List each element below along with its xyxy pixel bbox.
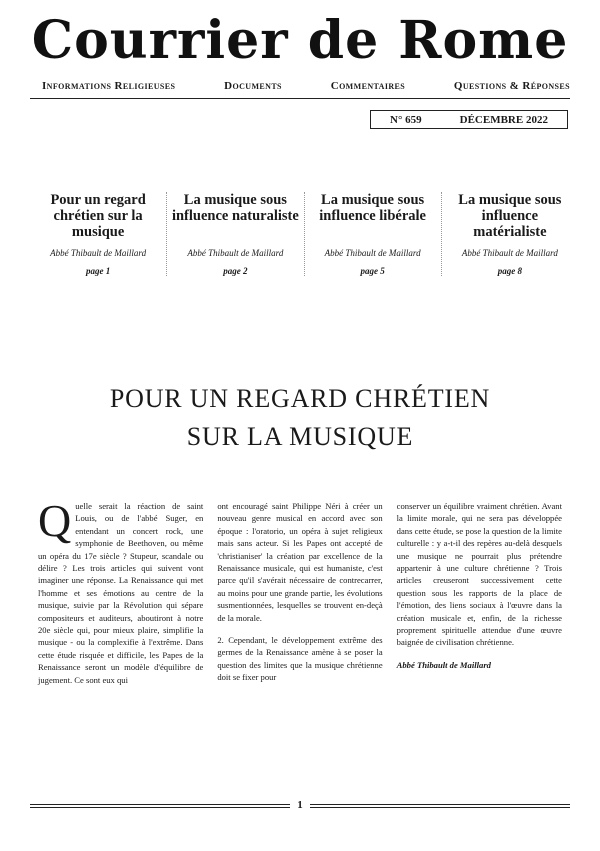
headline-line-1: POUR UN REGARD CHRÉTIEN bbox=[109, 384, 491, 413]
toc-item[interactable] bbox=[441, 192, 578, 276]
headline-line-2: SUR LA MUSIQUE bbox=[186, 422, 414, 451]
section-nav bbox=[42, 80, 570, 92]
toc-author: Abbé Thibault de Maillard bbox=[461, 248, 558, 258]
article-headline bbox=[0, 380, 600, 456]
issue-date: DÉCEMBRE 2022 bbox=[459, 113, 548, 126]
toc-item[interactable] bbox=[166, 192, 303, 276]
toc-page: page 2 bbox=[223, 266, 248, 276]
article-body bbox=[38, 495, 562, 696]
toc-title: La musique sous influence naturaliste bbox=[171, 192, 299, 224]
paragraph: 2. Cependant, le développement extrême des germes de la Renaissance amène à se poser la question des limites que la musique chrétienne doit se fixer pour bbox=[217, 635, 383, 683]
paragraph-text: uelle serait la réaction de saint Louis, ou de l'abbé Suger, en entendant un concert rock, une symphonie de Beethoven, ou même un opéra du 17e siècle ? Stupeur, scandale ou délire ? Les trois articles qui suivent vont imaginer une réponse. La Renaissance qui met l'homme et ses émotions au centre de la musique, suivie par la Révolution qui sépare compositeurs et auditeurs, aboutiront à notre 20e siècle qui, pour mieux plaire, simplifie la musique - ou la complexifie à l'extrême. Dans cette étude risquée et difficile, les Papes de la Renaissance seront un modèle d'équilibre de jugement. Ce sont eux qui bbox=[38, 501, 204, 685]
column-3 bbox=[397, 500, 562, 696]
toc-author: Abbé Thibault de Maillard bbox=[187, 248, 284, 258]
paragraph: conserver un équilibre vraiment chrétien. Avant la limite morale, qui ne sera pas développée dans cette étude, se pose la question de la limite culturelle : y a-t-il des repères au-delà desquels une musique ne pourrait plus prétendre appartenir à une culture chrétienne ? Trois articles creuseront successivement cette question sous les rapports de la place de l'émotion, des liens sociaux à l'œuvre dans la création musicale et, enfin, de la richesse proprement spirituelle attendue d'une œuvre baignée de civilisation chrétienne. bbox=[396, 501, 562, 648]
toc-title: La musique sous influence libérale bbox=[319, 192, 426, 224]
header-divider bbox=[30, 98, 570, 99]
toc-item[interactable] bbox=[30, 192, 166, 276]
nav-item-commentaires[interactable]: Commentaires bbox=[330, 80, 406, 92]
nav-item-questions[interactable]: Questions & Réponses bbox=[453, 80, 570, 92]
nav-item-informations[interactable]: Informations Religieuses bbox=[42, 80, 176, 92]
toc-page: page 1 bbox=[86, 266, 111, 276]
toc-author: Abbé Thibault de Maillard bbox=[50, 248, 147, 258]
toc-item[interactable] bbox=[304, 192, 441, 276]
issue-box bbox=[370, 110, 568, 129]
table-of-contents bbox=[30, 192, 578, 276]
masthead-title: Courrier de Rome bbox=[31, 10, 569, 71]
toc-title: La musique sous influence matérialiste bbox=[458, 192, 562, 240]
toc-page: page 5 bbox=[360, 266, 385, 276]
column-1 bbox=[38, 495, 204, 696]
page-number: 1 bbox=[290, 799, 310, 811]
toc-title: Pour un regard chrétien sur la musique bbox=[50, 192, 146, 240]
toc-page: page 8 bbox=[497, 266, 522, 276]
nav-item-documents[interactable]: Documents bbox=[224, 80, 282, 92]
paragraph bbox=[38, 495, 204, 686]
toc-author: Abbé Thibault de Maillard bbox=[324, 248, 421, 258]
column-2 bbox=[217, 500, 382, 696]
author-signature: Abbé Thibault de Maillard bbox=[396, 659, 491, 670]
dropcap: Q bbox=[38, 495, 72, 546]
issue-number: N° 659 bbox=[390, 113, 422, 126]
paragraph: ont encouragé saint Philippe Néri à créer un nouveau genre musical en accord avec son époque : l'oratorio, un opéra à sujet religieux mais sans acteur. Si les Papes ont accepté de 'christianiser' la création par excellence de la Renaissance musicale, qui est humaniste, c'est parce qu'il s'avérait nécessaire de contrecarrer, au moins pour une grande partie, les évolutions susmentionnées, lesquelles se trouvent en-deçà de la morale. bbox=[217, 501, 383, 623]
